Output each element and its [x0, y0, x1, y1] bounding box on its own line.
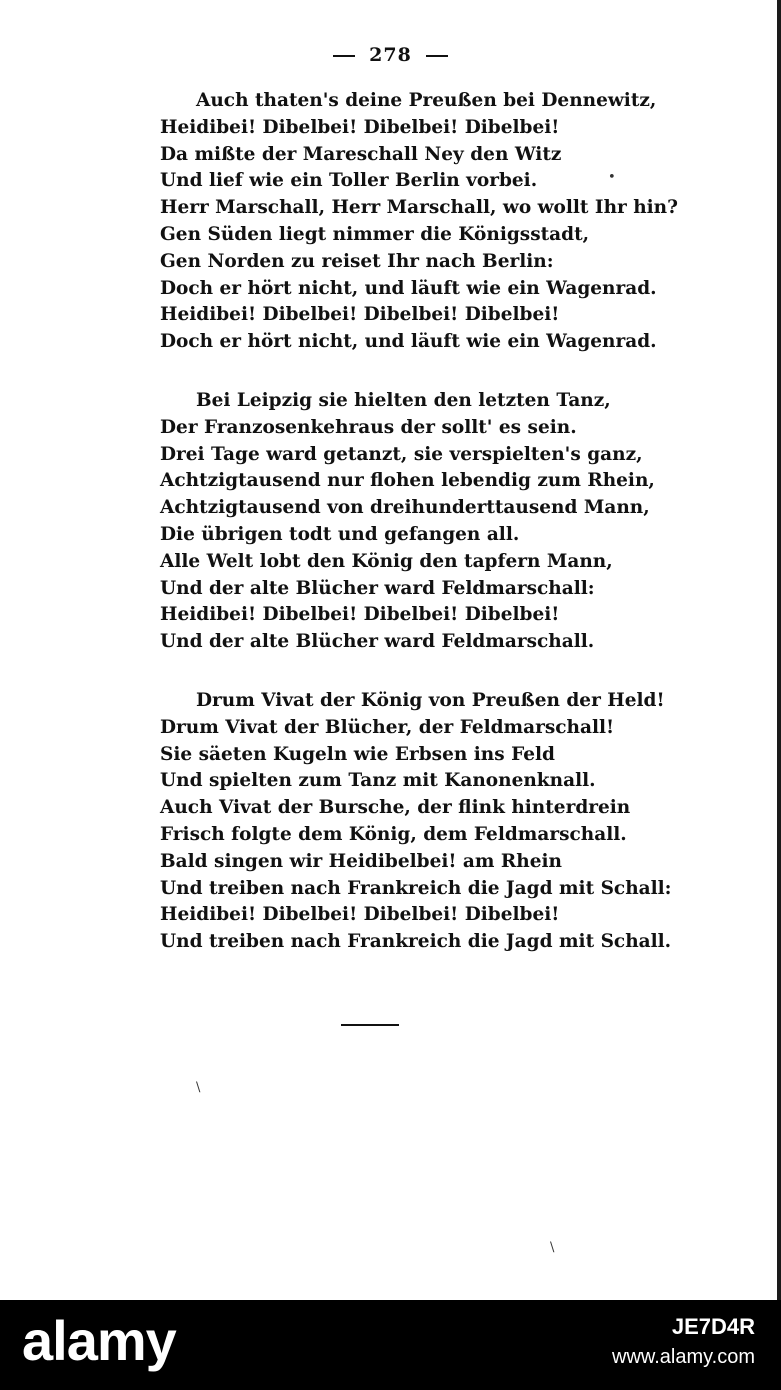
page-edge [777, 0, 781, 1300]
poem-line: Frisch folgte dem König, dem Feldmarschall. [160, 823, 627, 845]
poem-line: Bald singen wir Heidibelbei! am Rhein [160, 850, 563, 872]
poem-line: Doch er hört nicht, und läuft wie ein Wagenrad. [160, 331, 657, 353]
ink-speck: \ [196, 1080, 201, 1095]
end-rule [341, 1024, 399, 1026]
stanza-3 [160, 688, 672, 956]
poem-line: Da mißte der Mareschall Ney den Witz [160, 143, 562, 165]
page-number-text: 278 [369, 44, 412, 66]
poem-line: Der Franzosenkehraus der sollt' es sein. [160, 416, 577, 438]
poem-line: Und der alte Blücher ward Feldmarschall: [160, 577, 595, 599]
page-number-dash-left [333, 55, 355, 57]
page-number [0, 44, 781, 66]
stanza-2 [160, 388, 655, 656]
poem-line: Und der alte Blücher ward Feldmarschall. [160, 631, 595, 653]
poem-line: Doch er hört nicht, und läuft wie ein Wagenrad. [160, 277, 657, 299]
poem-line: Und treiben nach Frankreich die Jagd mit Schall: [160, 877, 672, 899]
watermark-bar [0, 1300, 781, 1390]
ink-speck: • [608, 170, 616, 185]
site-url: www.alamy.com [612, 1346, 755, 1368]
poem-line: Heidibei! Dibelbei! Dibelbei! Dibelbei! [160, 604, 560, 626]
poem-line: Heidibei! Dibelbei! Dibelbei! Dibelbei! [160, 116, 560, 138]
poem-line: Gen Süden liegt nimmer die Königsstadt, [160, 223, 590, 245]
poem-line: Auch Vivat der Bursche, der flink hinterdrein [160, 797, 631, 819]
poem-line: Drum Vivat der Blücher, der Feldmarschall! [160, 716, 615, 738]
poem-line: Und treiben nach Frankreich die Jagd mit Schall. [160, 931, 672, 953]
poem-line: Alle Welt lobt den König den tapfern Mann, [160, 550, 613, 572]
poem-line: Auch thaten's deine Preußen bei Dennewitz, [196, 90, 657, 111]
poem-line: Bei Leipzig sie hielten den letzten Tanz, [196, 390, 611, 411]
poem-line: Drei Tage ward getanzt, sie verspielten's ganz, [160, 443, 643, 465]
ink-speck: \ [550, 1240, 555, 1255]
poem-line: Drum Vivat der König von Preußen der Held! [196, 690, 665, 711]
poem-line: Heidibei! Dibelbei! Dibelbei! Dibelbei! [160, 304, 560, 326]
poem-line: Und lief wie ein Toller Berlin vorbei. [160, 170, 538, 192]
poem-line: Sie säeten Kugeln wie Erbsen ins Feld [160, 743, 555, 765]
image-id: JE7D4R [671, 1314, 755, 1339]
poem-line: Heidibei! Dibelbei! Dibelbei! Dibelbei! [160, 904, 560, 926]
alamy-logo: alamy [22, 1309, 176, 1372]
poem-line: Achtzigtausend nur flohen lebendig zum Rhein, [160, 470, 655, 492]
stanza-1 [160, 88, 678, 356]
poem-line: Gen Norden zu reiset Ihr nach Berlin: [160, 250, 554, 272]
poem-line: Achtzigtausend von dreihunderttausend Mann, [160, 497, 650, 519]
poem-line: Die übrigen todt und gefangen all. [160, 523, 520, 545]
poem-line: Und spielten zum Tanz mit Kanonenknall. [160, 770, 596, 792]
poem-line: Herr Marschall, Herr Marschall, wo wollt Ihr hin? [160, 197, 678, 219]
page-number-dash-right [426, 55, 448, 57]
